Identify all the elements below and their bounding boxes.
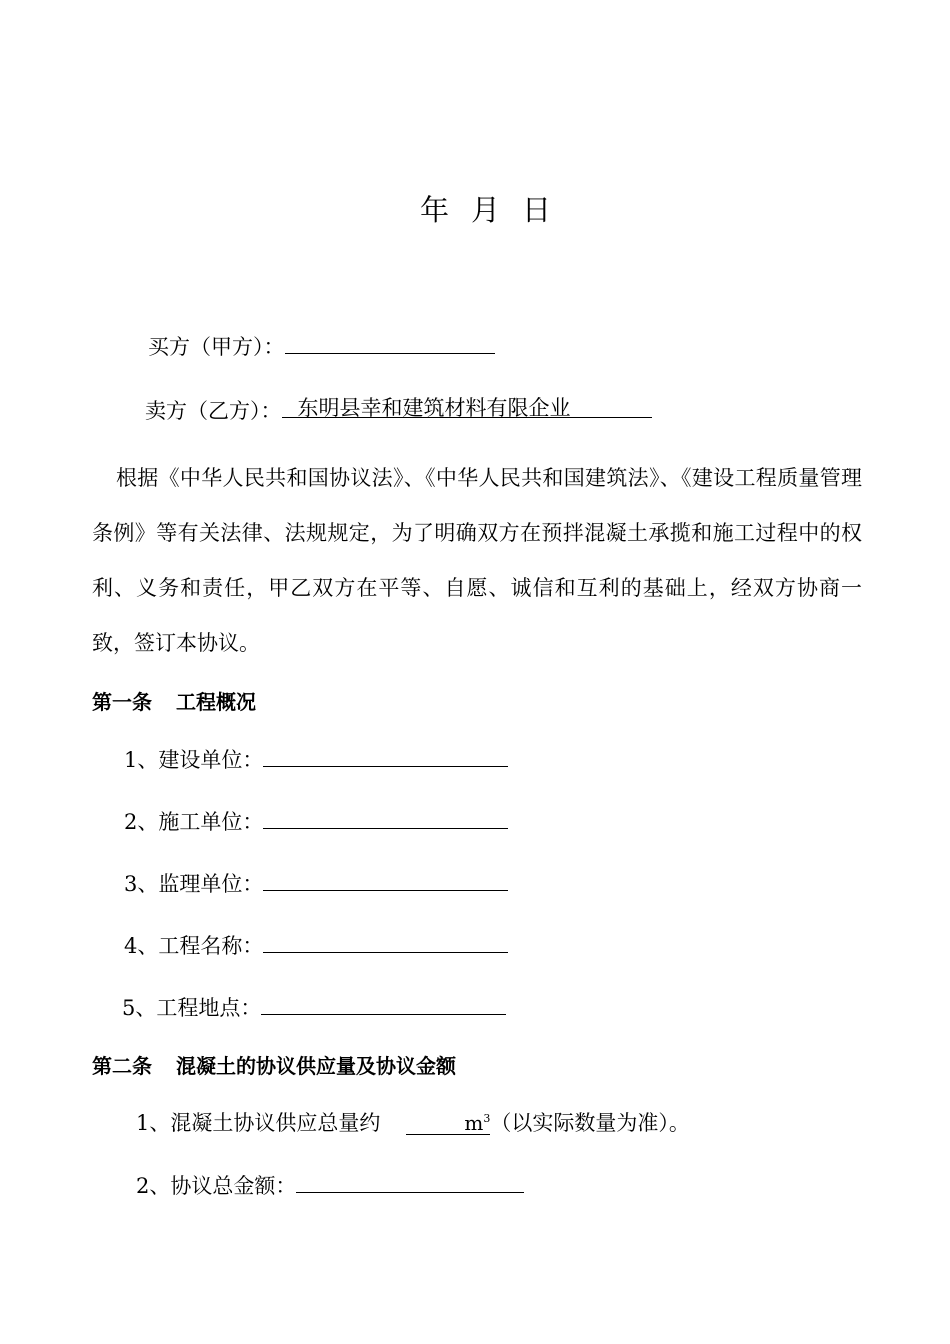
project-name-blank[interactable] [263, 929, 508, 953]
project-location-blank[interactable] [261, 991, 506, 1015]
unit-superscript: 3 [483, 1112, 491, 1125]
total-amount-label: 2、协议总金额： [136, 1174, 297, 1199]
item-label: 3、监理单位： [124, 872, 264, 897]
buyer-blank[interactable] [285, 330, 495, 354]
date-year: 年 [420, 193, 450, 227]
supply-label: 1、混凝土协议供应总量约 [136, 1111, 381, 1135]
item-label: 1、建设单位： [124, 748, 264, 773]
supervision-unit-blank[interactable] [263, 867, 508, 891]
article1-number: 第一条 [92, 690, 152, 714]
seller-name: 东明县幸和建筑材料有限企业 [297, 396, 571, 420]
seller-line [145, 394, 652, 425]
supply-suffix: （以实际数量为准）。 [490, 1111, 690, 1135]
article1-item-2 [124, 805, 508, 836]
item-label: 4、工程名称： [124, 934, 264, 959]
article2-heading [92, 1050, 456, 1079]
intro-paragraph: 根据《中华人民共和国协议法》、《中华人民共和国建筑法》、《建设工程质量管理条例》等有关法律、法规规定，为了明确双方在预拌混凝土承揽和施工过程中的权利、义务和责任，甲乙双方在平等、自愿、诚信和互利的基础上，经双方协商一致，签订本协议。 [92, 466, 862, 655]
item-label: 5、工程地点： [122, 996, 262, 1021]
construction-unit-blank[interactable] [263, 743, 508, 767]
article2-item-2 [136, 1169, 524, 1200]
article2-item-1 [136, 1107, 690, 1137]
seller-blank [282, 394, 652, 418]
builder-unit-blank[interactable] [263, 805, 508, 829]
contract-date [420, 188, 551, 229]
article1-title: 工程概况 [176, 690, 256, 714]
buyer-label: 买方（甲方）： [148, 335, 285, 360]
article1-item-3 [124, 867, 508, 898]
unit-m: m [464, 1111, 484, 1135]
supply-volume-blank[interactable] [406, 1111, 490, 1135]
date-day: 日 [522, 193, 552, 227]
article1-item-1 [124, 743, 508, 774]
item-label: 2、施工单位： [124, 810, 264, 835]
article1-heading [92, 686, 256, 715]
article2-number: 第二条 [92, 1054, 152, 1078]
seller-label: 卖方（乙方）： [145, 399, 282, 424]
article1-item-5 [122, 991, 506, 1022]
article1-item-4 [124, 929, 508, 960]
date-month: 月 [471, 193, 501, 227]
buyer-line [148, 330, 495, 361]
total-amount-blank[interactable] [296, 1169, 524, 1193]
article2-title: 混凝土的协议供应量及协议金额 [176, 1054, 456, 1078]
